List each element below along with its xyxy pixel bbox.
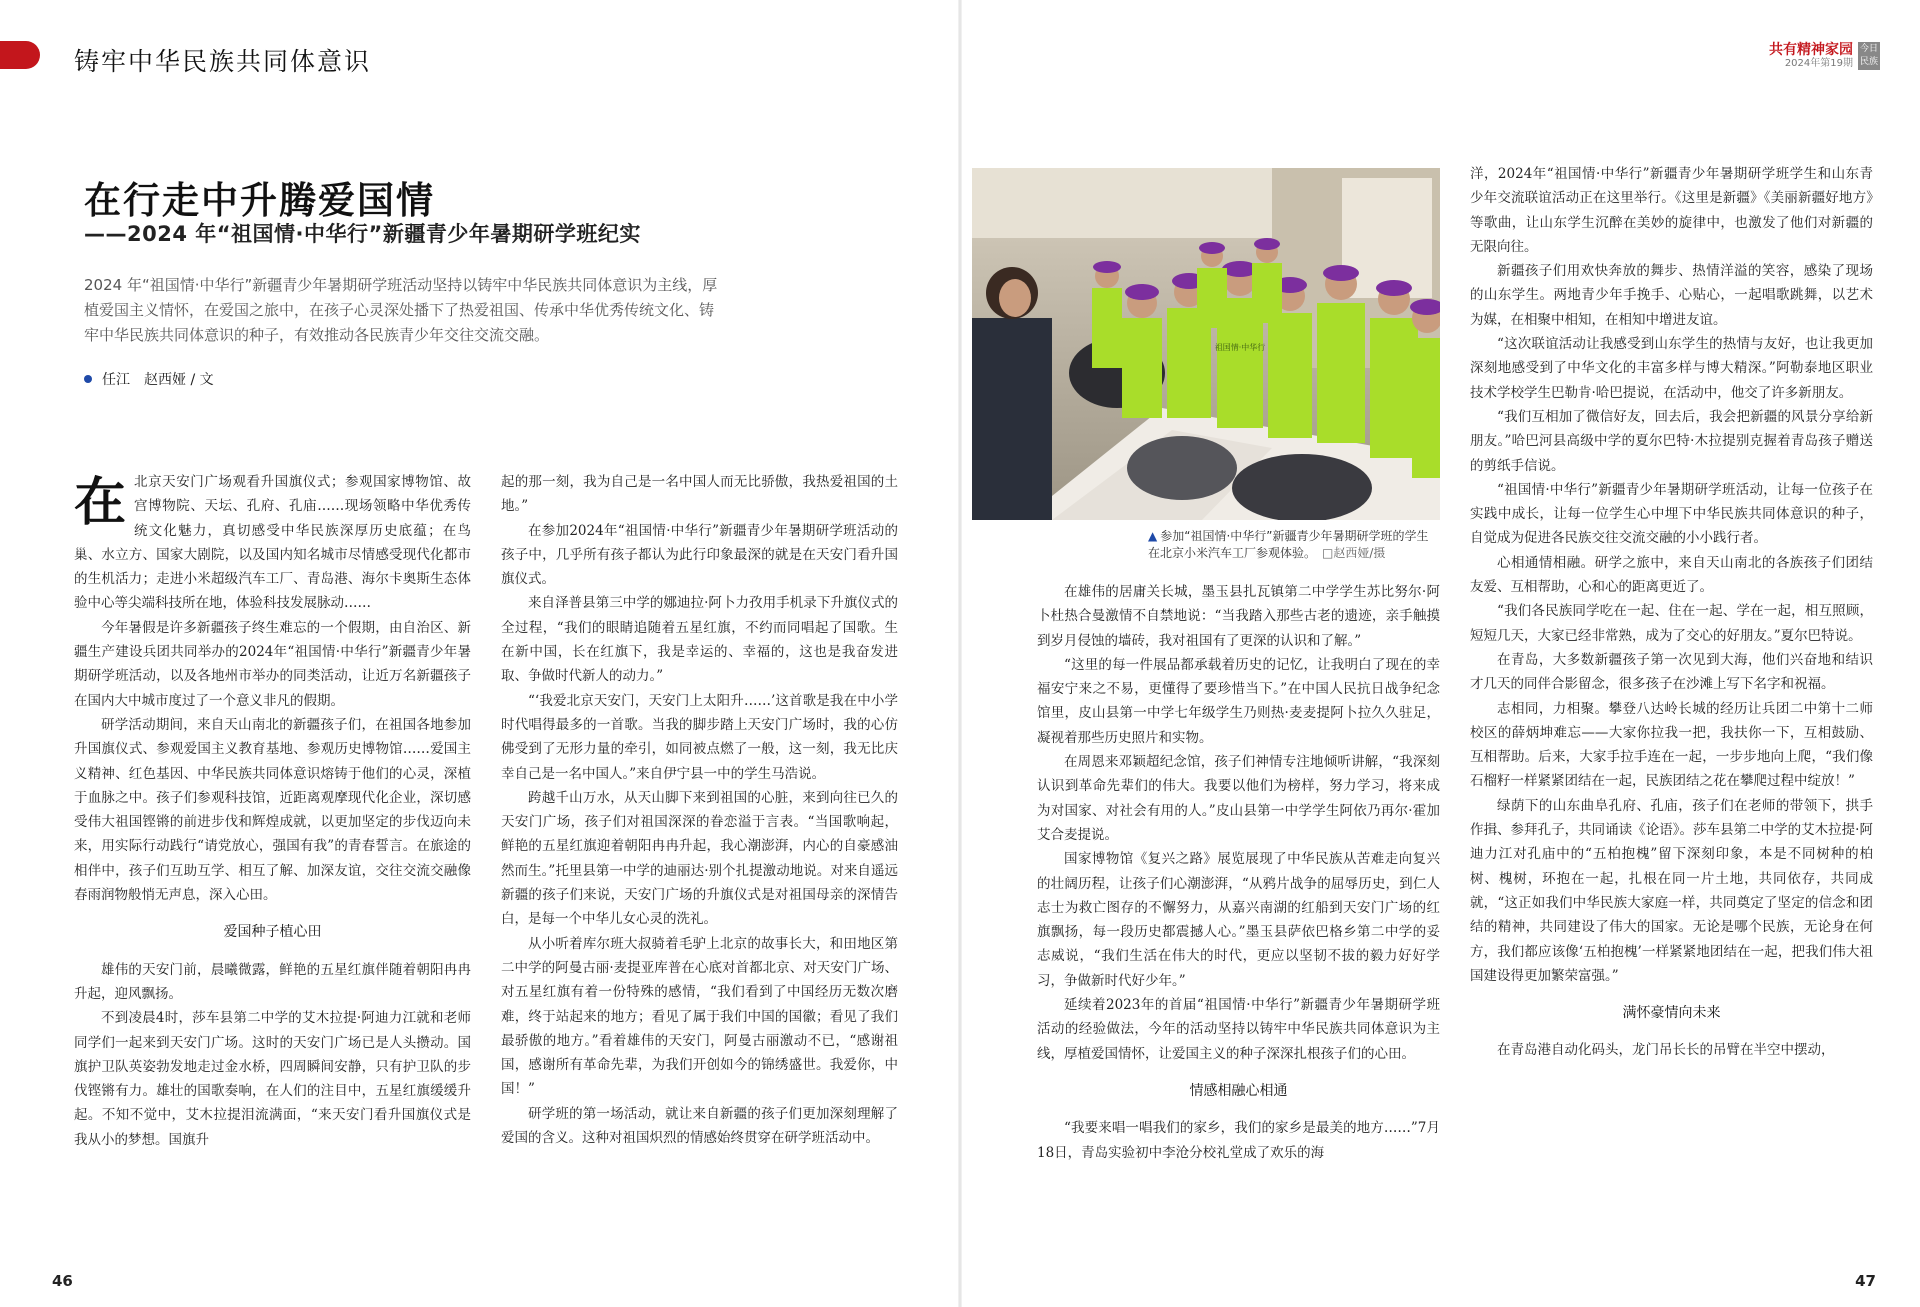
caption-triangle-icon: ▲ bbox=[1148, 529, 1158, 543]
text-column-3 bbox=[1037, 580, 1440, 1250]
factory-visit-photo bbox=[972, 168, 1440, 520]
drop-cap: 在 bbox=[74, 472, 127, 533]
paragraph: 雄伟的天安门前，晨曦微露，鲜艳的五星红旗伴随着朝阳冉冉升起，迎风飘扬。 bbox=[74, 961, 471, 1002]
photo-credit: □赵西娅/摄 bbox=[1322, 546, 1386, 560]
paragraph: 在青岛港自动化码头，龙门吊长长的吊臂在半空中摆动， bbox=[1497, 1042, 1835, 1059]
section-heading: 情感相融心相通 bbox=[1189, 1082, 1288, 1099]
paragraph: 研学班的第一场活动，就让来自新疆的孩子们更加深刻理解了爱国的含义。这种对祖国炽烈的情感始终贯穿在研学班活动中。 bbox=[501, 1105, 898, 1147]
article-subtitle: ——2024 年“祖国情·中华行”新疆青少年暑期研学班纪实 bbox=[84, 222, 641, 246]
magazine-badge: 今日民族 bbox=[1858, 42, 1880, 70]
byline bbox=[84, 369, 214, 389]
paragraph: 在青岛，大多数新疆孩子第一次见到大海，他们兴奋地和结识才几天的同伴合影留念，很多孩子在沙滩上写下名字和祝福。 bbox=[1470, 651, 1873, 693]
paragraph: 在参加2024年“祖国情·中华行”新疆青少年暑期研学班活动的孩子中，几乎所有孩子都认为此行印象最深的就是在天安门看升国旗仪式。 bbox=[501, 522, 898, 588]
paragraph: 起的那一刻，我为自己是一名中国人而无比骄傲，我热爱祖国的土地。” bbox=[501, 474, 898, 515]
paragraph: 国家博物馆《复兴之路》展览展现了中华民族从苦难走向复兴的壮阔历程，让孩子们心潮澎湃，“从鸦片战争的屈辱历史，到仁人志士为救亡图存的不懈努力，从嘉兴南湖的红船到天安门广场的红旗飘扬，每一段历史都震撼人心。”墨玉县萨依巴格乡第二中学的妥志威说，“我们生活在伟大的时代，更应以坚韧不拔的毅力好好学习，争做新时代好少年。” bbox=[1037, 851, 1440, 989]
paragraph: “这里的每一件展品都承载着历史的记忆，让我明白了现在的幸福安宁来之不易，更懂得了要珍惜当下。”在中国人民抗日战争纪念馆里，皮山县第一中学七年级学生乃则热·麦麦提阿卜拉久久驻足，凝视着那些历史照片和实物。 bbox=[1037, 656, 1440, 746]
text-column-2 bbox=[501, 470, 898, 1250]
caption-text: 参加“祖国情·中华行”新疆青少年暑期研学班的学生在北京小米汽车工厂参观体验。 bbox=[1148, 529, 1429, 560]
paragraph: “这次联谊活动让我感受到山东学生的热情与友好，也让我更加深刻地感受到了中华文化的丰富多样与博大精深。”阿勒泰地区职业技术学校学生巴勒肯·哈巴提说，在活动中，他交了许多新朋友。 bbox=[1470, 336, 1873, 401]
paragraph: 今年暑假是许多新疆孩子终生难忘的一个假期，由自治区、新疆生产建设兵团共同举办的2024年“祖国情·中华行”新疆青少年暑期研学班活动，以及各地州市举办的同类活动，让近万名新疆孩子在国内大中城市度过了一个意义非凡的假期。 bbox=[74, 619, 471, 709]
paragraph: 心相通情相融。研学之旅中，来自天山南北的各族孩子们团结友爱、互相帮助，心和心的距离更近了。 bbox=[1470, 554, 1873, 596]
paragraph: “祖国情·中华行”新疆青少年暑期研学班活动，让每一位孩子在实践中成长，让每一位学生心中埋下中华民族共同体意识的种子，自觉成为促进各民族交往交流交融的小小践行者。 bbox=[1470, 481, 1873, 547]
paragraph: 延续着2023年的首届“祖国情·中华行”新疆青少年暑期研学班活动的经验做法，今年的活动坚持以铸牢中华民族共同体意识为主线，厚植爱国情怀，让爱国主义的种子深深扎根孩子们的心田。 bbox=[1037, 997, 1440, 1062]
page-number-left: 46 bbox=[52, 1272, 73, 1290]
paragraph: 志相同，力相聚。攀登八达岭长城的经历让兵团二中第十二师校区的薛炳坤难忘——大家你拉我一把，我扶你一下，互相鼓励、互相帮助。后来，大家手拉手连在一起，一步步地向上爬，“我们像石榴籽一样紧紧团结在一起，民族团结之花在攀爬过程中绽放！” bbox=[1470, 700, 1873, 790]
section-title: 铸牢中华民族共同体意识 bbox=[74, 47, 372, 76]
section-tab-marker bbox=[0, 41, 40, 69]
paragraph: 新疆孩子们用欢快奔放的舞步、热情洋溢的笑容，感染了现场的山东学生。两地青少年手挽手、心贴心，一起唱歌跳舞，以艺术为媒，在相聚中相知，在相知中增进友谊。 bbox=[1470, 263, 1873, 328]
paragraph: “‘我爱北京天安门，天安门上太阳升……’这首歌是我在中小学时代唱得最多的一首歌。当我的脚步踏上天安门广场时，我的心仿佛受到了无形力量的牵引，如同被点燃了一般，这一刻，我无比庆幸自己是一名中国人。”来自伊宁县一中的学生马浩说。 bbox=[501, 692, 898, 782]
paragraph: 在周恩来邓颖超纪念馆，孩子们神情专注地倾听讲解，“我深刻认识到革命先辈们的伟大。我要以他们为榜样，努力学习，将来成为对国家、对社会有用的人。”皮山县第一中学学生阿依乃再尔·霍加艾合麦提说。 bbox=[1037, 754, 1440, 843]
section-heading: 爱国种子植心田 bbox=[223, 924, 322, 941]
section-heading: 满怀豪情向未来 bbox=[1622, 1005, 1721, 1022]
byline-dot-icon bbox=[84, 375, 92, 383]
text-column-1 bbox=[74, 470, 471, 1250]
paragraph: 绿荫下的山东曲阜孔府、孔庙，孩子们在老师的带领下，拱手作揖、参拜孔子，共同诵读《论语》。莎车县第二中学的艾木拉提·阿迪力江对孔庙中的“五柏抱槐”留下深刻印象，本是不同树种的柏树、槐树，环抱在一起，扎根在同一片土地，共同依存，共同成就，“这正如我们中华民族大家庭一样，共同奠定了坚定的信念和团结的精神，共同建设了伟大的国家。无论是哪个民族，无论身在何方，我们都应该像‘五柏抱槐’一样紧紧地团结在一起，把我们伟大祖国建设得更加繁荣富强。” bbox=[1470, 797, 1873, 984]
issue-number: 2024年第19期 bbox=[1784, 58, 1853, 69]
page-number-right: 47 bbox=[1855, 1272, 1876, 1290]
paragraph: 在雄伟的居庸关长城，墨玉县扎瓦镇第二中学学生苏比努尔·阿卜杜热合曼激情不自禁地说：“当我踏入那些古老的遗迹，亲手触摸到岁月侵蚀的墙砖，我对祖国有了更深的认识和了解。” bbox=[1037, 584, 1440, 649]
page-spine bbox=[958, 0, 962, 1307]
paragraph: 不到凌晨4时，莎车县第二中学的艾木拉提·阿迪力江就和老师同学们一起来到天安门广场。这时的天安门广场已是人头攒动。国旗护卫队英姿勃发地走过金水桥，四周瞬间安静，只有护卫队的步伐铿锵有力。雄壮的国歌奏响，在人们的注目中，五星红旗缓缓升起。不知不觉中，艾木拉提泪流满面，“来天安门看升国旗仪式是我从小的梦想。国旗升 bbox=[74, 1010, 471, 1148]
text-column-4 bbox=[1470, 162, 1873, 1252]
byline-text: 任江 赵西娅 / 文 bbox=[102, 372, 214, 388]
paragraph: 从小听着库尔班大叔骑着毛驴上北京的故事长大，和田地区第二中学的阿曼古丽·麦提亚库普在心底对首都北京、对天安门广场、对五星红旗有着一份特殊的感情，“我们看到了中国经历无数次磨难，终于站起来的地方；看见了属于我们中国的国徽；看见了我们最骄傲的地方。”看着雄伟的天安门，阿曼古丽激动不已，“感谢祖国，感谢所有革命先辈，为我们开创如今的锦绣盛世。我爱你，中国！” bbox=[501, 935, 898, 1098]
paragraph: 跨越千山万水，从天山脚下来到祖国的心脏，来到向往已久的天安门广场，孩子们对祖国深深的眷恋溢于言表。“当国歌响起，鲜艳的五星红旗迎着朝阳冉冉升起，我心潮澎湃，内心的自豪感油然而生。”托里县第一中学的迪丽达·别个扎提激动地说。对来自遥远新疆的孩子们来说，天安门广场的升旗仪式是对祖国母亲的深情告白，是每一个中华儿女心灵的洗礼。 bbox=[501, 789, 898, 928]
paragraph: “我要来唱一唱我们的家乡，我们的家乡是最美的地方……”7月18日，青岛实验初中李沧分校礼堂成了欢乐的海 bbox=[1037, 1120, 1440, 1161]
paragraph: “我们互相加了微信好友，回去后，我会把新疆的风景分享给新朋友。”哈巴河县高级中学的夏尔巴特·木拉提别克握着青岛孩子赠送的剪纸手信说。 bbox=[1470, 408, 1873, 474]
magazine-brand bbox=[1769, 42, 1880, 70]
paragraph: 北京天安门广场观看升国旗仪式；参观国家博物馆、故宫博物院、天坛、孔府、孔庙……现场领略中华优秀传统文化魅力，真切感受中华民族深厚历史底蕴；在鸟巢、水立方、国家大剧院，以及国内知名城市尽情感受现代化都市的生机活力；走进小米超级汽车工厂、青岛港、海尔卡奥斯生态体验中心等尖端科技所在地，体验科技发展脉动…… bbox=[74, 474, 471, 612]
photo-caption bbox=[1148, 528, 1440, 562]
article-title: 在行走中升腾爱国情 bbox=[84, 179, 435, 222]
paragraph: “我们各民族同学吃在一起、住在一起、学在一起，相互照顾，短短几天，大家已经非常熟，成为了交心的好朋友。”夏尔巴特说。 bbox=[1470, 603, 1873, 644]
paragraph: 洋，2024年“祖国情·中华行”新疆青少年暑期研学班学生和山东青少年交流联谊活动正在这里举行。《这里是新疆》《美丽新疆好地方》等歌曲，让山东学生沉醉在美妙的旋律中，也激发了他们对新疆的无限向往。 bbox=[1470, 166, 1873, 255]
paragraph: 研学活动期间，来自天山南北的新疆孩子们，在祖国各地参加升国旗仪式、参观爱国主义教育基地、参观历史博物馆……爱国主义精神、红色基因、中华民族共同体意识熔铸于他们的心灵，深植于血脉之中。孩子们参观科技馆，近距离观摩现代化企业，深切感受伟大祖国铿锵的前进步伐和辉煌成就，以更加坚定的步伐迈向未来，用实际行动践行“请党放心，强国有我”的青春誓言。在旅途的相伴中，孩子们互助互学、相互了解、加深友谊，交往交流交融像春雨润物般悄无声息，深入心田。 bbox=[74, 716, 471, 904]
paragraph: 来自泽普县第三中学的娜迪拉·阿卜力孜用手机录下升旗仪式的全过程，“我们的眼睛追随着五星红旗，不约而同唱起了国歌。生在新中国，长在红旗下，我是幸运的、幸福的，这也是我奋发进取、争做时代新人的动力。” bbox=[501, 595, 898, 685]
article-lede: 2024 年“祖国情·中华行”新疆青少年暑期研学班活动坚持以铸牢中华民族共同体意识为主线，厚植爱国主义情怀，在爱国之旅中，在孩子心灵深处播下了热爱祖国、传承中华优秀传统文化、铸牢中华民族共同体意识的种子，有效推动各民族青少年交往交流交融。 bbox=[84, 276, 718, 344]
article-photo bbox=[972, 168, 1440, 520]
magazine-name: 共有精神家园 bbox=[1769, 42, 1853, 58]
shirt-logo-text: 祖国情·中华行 bbox=[1214, 343, 1266, 352]
